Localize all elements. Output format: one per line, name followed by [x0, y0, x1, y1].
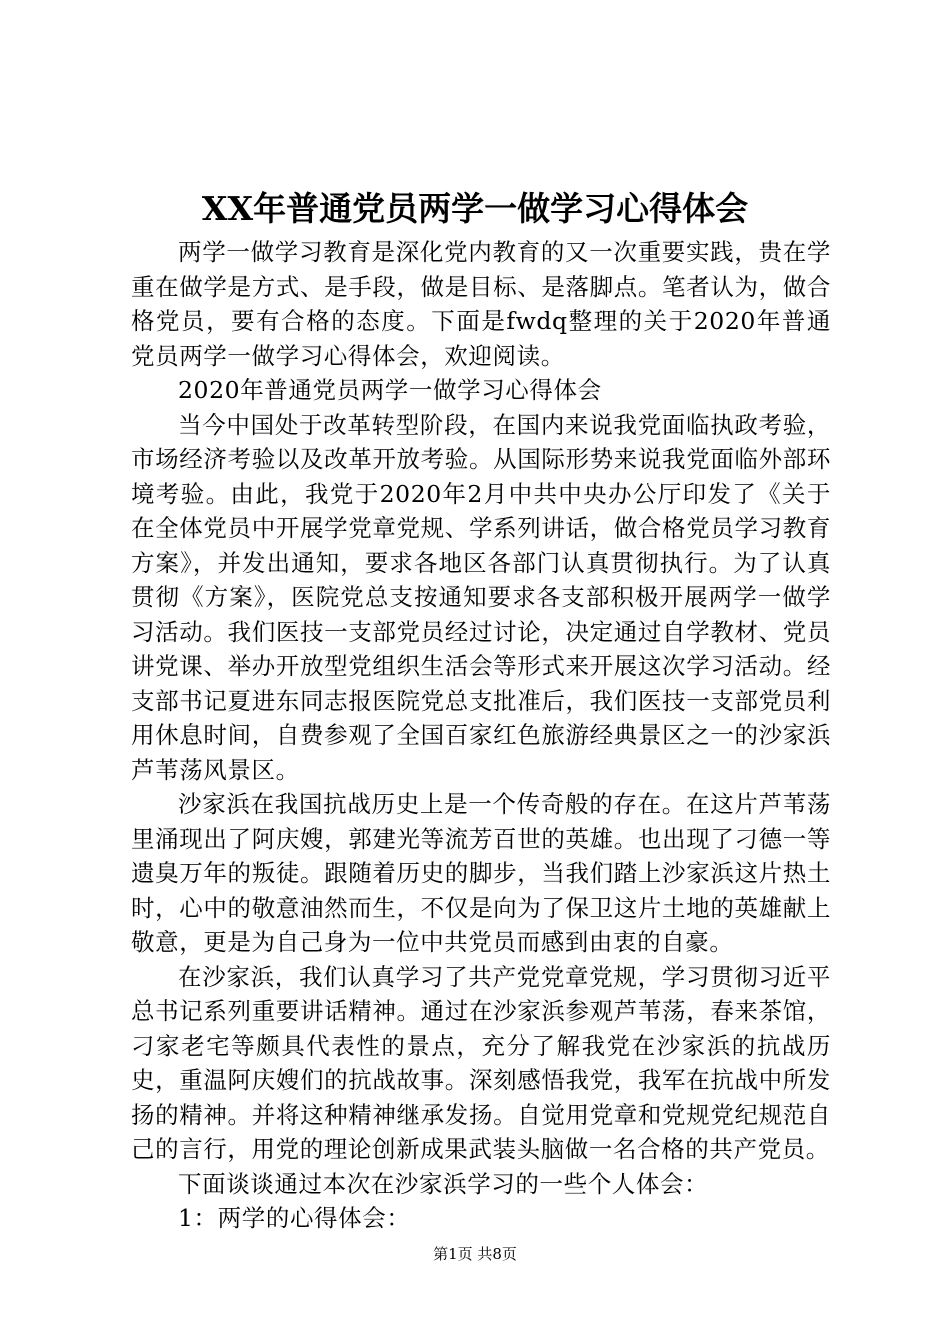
paragraph-intro: 两学一做学习教育是深化党内教育的又一次重要实践，贵在学重在做学是方式、是手段，做是目标、是落脚点。笔者认为，做合格党员，要有合格的态度。下面是fwdq整理的关于2020年普通党员两学一做学习心得体会，欢迎阅读。	[131, 238, 831, 370]
paragraph-personal-intro: 下面谈谈通过本次在沙家浜学习的一些个人体会：	[178, 1169, 709, 1198]
paragraph-subtitle: 2020年普通党员两学一做学习心得体会	[178, 376, 602, 404]
paragraph-section-one: 1：两学的心得体会：	[178, 1204, 411, 1232]
paragraph-background: 当今中国处于改革转型阶段，在国内来说我党面临执政考验，市场经济考验以及改革开放考验。从国际形势来说我党面临外部环境考验。由此，我党于2020年2月中共中央办公厅印发了《关于在全体党员中开展学党章党规、学系列讲话，做合格党员学习教育方案》，并发出通知，要求各地区各部门认真贯彻执行。为了认真贯彻《方案》，医院党总支按通知要求各支部积极开展两学一做学习活动。我们医技一支部党员经过讨论，决定通过自学教材、党员讲党课、举办开放型党组织生活会等形式来开展这次学习活动。经支部书记夏进东同志报医院党总支批准后，我们医技一支部党员利用休息时间，自费参观了全国百家红色旅游经典景区之一的沙家浜芦苇荡风景区。	[131, 410, 831, 784]
document-title: XX年普通党员两学一做学习心得体会	[201, 189, 749, 228]
paragraph-shajiabang-history: 沙家浜在我国抗战历史上是一个传奇般的存在。在这片芦苇荡里涌现出了阿庆嫂，郭建光等流芳百世的英雄。也出现了刁德一等遗臭万年的叛徒。跟随着历史的脚步，当我们踏上沙家浜这片热土时，心中的敬意油然而生，不仅是向为了保卫这片土地的英雄献上敬意，更是为自己身为一位中共党员而感到由衷的自豪。	[131, 790, 831, 956]
document-body	[131, 235, 831, 1236]
page-number-footer: 第1页 共8页	[433, 1245, 517, 1263]
paragraph-study-activity: 在沙家浜，我们认真学习了共产党党章党规，学习贯彻习近平总书记系列重要讲话精神。通过在沙家浜参观芦苇荡，春来茶馆，刁家老宅等颇具代表性的景点，充分了解我党在沙家浜的抗战历史，重温阿庆嫂们的抗战故事。深刻感悟我党，我军在抗战中所发扬的精神。并将这种精神继承发扬。自觉用党章和党规党纪规范自己的言行，用党的理论创新成果武装头脑做一名合格的共产党员。	[131, 962, 831, 1163]
